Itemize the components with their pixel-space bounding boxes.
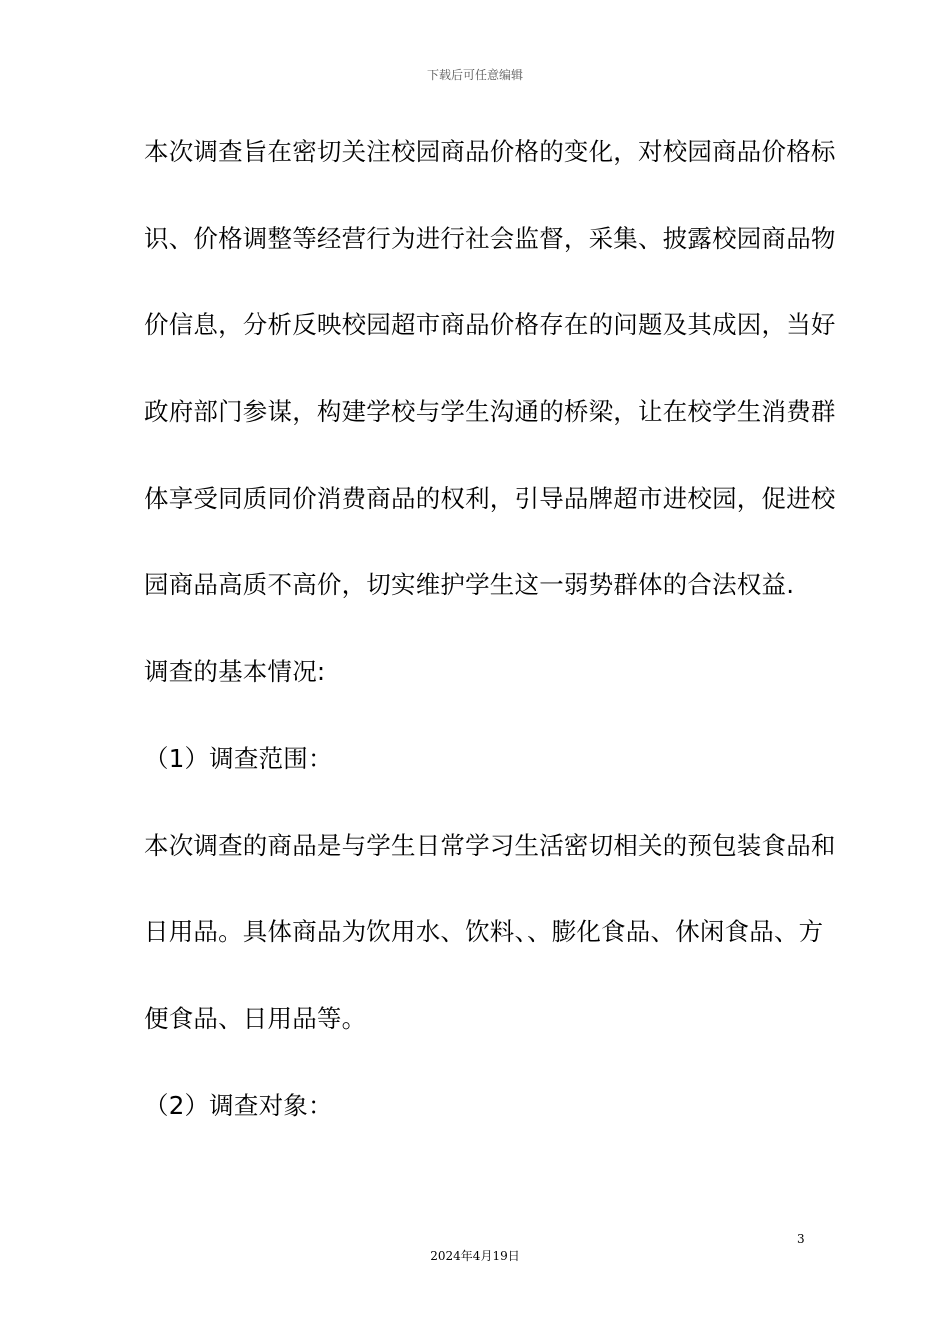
paragraph-line: 日用品。具体商品为饮用水、饮料、、膨化食品、休闲食品、方 [144,917,824,947]
paragraph-line: 本次调查旨在密切关注校园商品价格的变化，对校园商品价格标 [144,137,836,166]
subsection-heading: （2）调查对象： [144,1090,333,1120]
paragraph-line: 识、价格调整等经营行为进行社会监督，采集、披露校园商品物 [144,223,836,253]
footer-date: 2024年4月19日 [430,1249,520,1263]
paragraph-line: 便食品、日用品等。 [144,1003,367,1033]
page-number: 3 [797,1232,805,1246]
paragraph-line: 体享受同质同价消费商品的权利，引导品牌超市进校园，促进校 [144,483,836,513]
paragraph-line: 价信息，分析反映校园超市商品价格存在的问题及其成因，当好 [144,310,836,340]
document-body [144,130,836,1170]
subsection-heading: （1）调查范围： [144,743,333,773]
paragraph-line: 园商品高质不高价，切实维护学生这一弱势群体的合法权益. [144,570,795,600]
paragraph-line: 政府部门参谋，构建学校与学生沟通的桥梁，让在校学生消费群 [144,397,836,427]
paragraph-line: 本次调查的商品是与学生日常学习生活密切相关的预包装食品和 [144,830,836,860]
section-heading: 调查的基本情况: [144,657,326,687]
header-note: 下载后可任意编辑 [426,68,523,82]
